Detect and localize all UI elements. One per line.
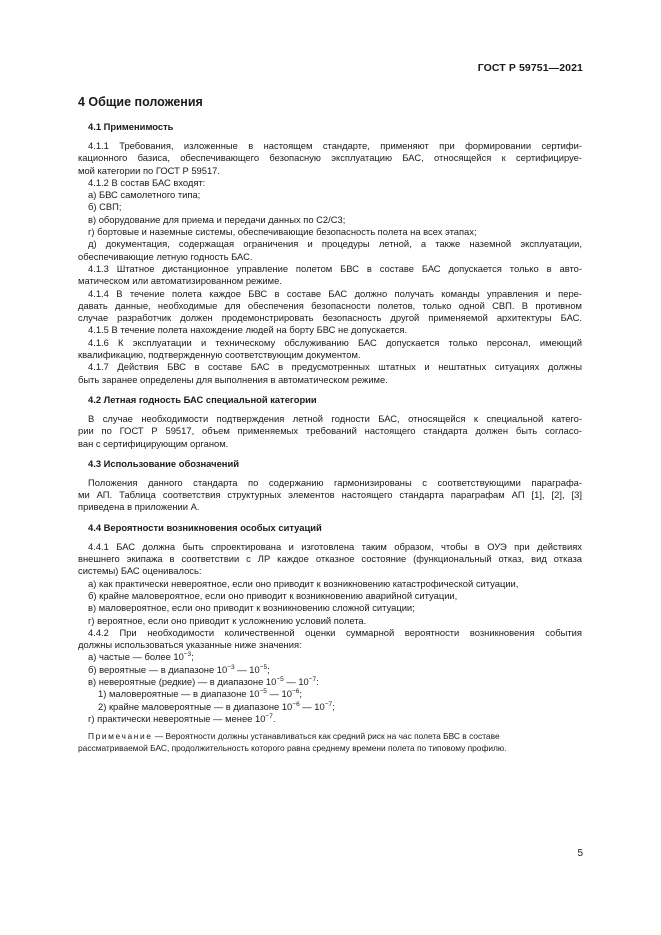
section-4-2: [78, 394, 582, 450]
exponent: −5: [276, 675, 284, 683]
paragraph-line: В случае необходимости подтверждения летной годности БАС, относящейся к специальной катего-: [88, 412, 582, 424]
paragraph-line: ми АП. Таблица соответствия структурных элементов настоящего стандарта параграфам АП [1], [2], [3]: [78, 489, 582, 501]
list-item: а) БВС самолетного типа;: [88, 189, 201, 201]
list-item: в) оборудование для приема и передачи данных по С2/С3;: [88, 213, 346, 225]
probability-item-g: [78, 713, 582, 725]
subsection-title-4-3: 4.3 Использование обозначений: [88, 457, 239, 469]
paragraph-line: 4.1.2 В состав БАС входят:: [88, 176, 206, 188]
paragraph-line: внешнего экипажа в соответствии с ЛР каждое отказное состояние (функциональный отказ, вид отказа: [78, 553, 582, 565]
note: [78, 731, 582, 743]
value-text: а) частые — более 10: [88, 651, 184, 663]
value-text: .: [272, 712, 276, 724]
probability-item-v: [78, 676, 582, 688]
value-text: ;: [191, 651, 194, 663]
list-item: б) СВП;: [88, 201, 122, 213]
value-text: ;: [267, 663, 270, 675]
list-item: б) крайне маловероятное, если оно приводит к возникновению аварийной ситуации,: [88, 589, 458, 601]
value-text: б) вероятные — в диапазоне 10: [88, 663, 228, 675]
paragraph-line: матическом или автоматизированном режиме.: [78, 275, 282, 287]
note-text: — Вероятности должны устанавливаться как средний риск на час полета БВС в составе: [152, 731, 500, 742]
paragraph-line: 4.1.1 Требования, изложенные в настоящем стандарте, применяют при формировании сертифи-: [88, 140, 582, 151]
list-item: в) маловероятное, если оно приводит к возникновению сложной ситуации;: [88, 602, 415, 614]
value-text: 2) крайне маловероятные — в диапазоне 10: [98, 700, 293, 712]
list-item: а) как практически невероятное, если оно приводит к возникновению катастрофической ситуации,: [88, 577, 519, 589]
paragraph-line: 4.1.3 Штатное дистанционное управление полетом БВС в составе БАС допускается только в авто-: [88, 262, 582, 274]
section-title: 4 Общие положения: [78, 95, 203, 109]
exponent: −3: [227, 663, 235, 671]
paragraph-line: случае разработчик должен продемонстрировать безопасность другой применяемой архитектуры БАС.: [78, 312, 582, 324]
note-label: Примечание: [88, 731, 153, 742]
paragraph-line: 4.4.2 При необходимости количественной оценки суммарной вероятности возникновения события: [88, 626, 582, 638]
probability-item-a: [78, 651, 582, 663]
probability-item-v1: [78, 688, 582, 700]
value-text: г) практически невероятные — менее 10: [88, 712, 266, 724]
value-text: в) невероятные (редкие) — в диапазоне 10: [88, 675, 277, 687]
page-content: [78, 95, 582, 762]
probability-item-b: [78, 664, 582, 676]
note-continuation: рассматриваемой БАС, продолжительность которого равна среднему времени полета по типовому профилю.: [78, 742, 507, 753]
value-text: — 10: [234, 663, 260, 675]
exponent: −3: [183, 651, 192, 659]
value-text: ;: [299, 688, 302, 700]
exponent: −6: [292, 700, 300, 708]
probability-item-v2: [78, 701, 582, 713]
paragraph-line: быть заранее определены для выполнения в автоматическом режиме.: [78, 373, 388, 385]
section-4-1: [78, 121, 582, 386]
list-item: д) документация, содержащая ограничения и процедуры летной, а также наземной эксплуатации,: [88, 238, 582, 250]
paragraph-line: 4.1.4 В течение полета каждое БВС в составе БАС должно получать команды управления и пере-: [88, 287, 582, 299]
subsection-title-4-4: 4.4 Вероятности возникновения особых ситуаций: [88, 521, 322, 533]
value-text: — 10: [266, 688, 292, 700]
paragraph-line: должны использоваться указанные ниже значения:: [78, 639, 302, 651]
exponent: −5: [259, 688, 267, 696]
exponent: −5: [259, 663, 268, 671]
list-item: обеспечивающие летную годность БАС.: [78, 250, 253, 262]
paragraph-line: 4.4.1 БАС должна быть спроектирована и изготовлена таким образом, чтобы в ОУЭ при действиях: [88, 540, 582, 552]
exponent: −7: [308, 675, 317, 683]
paragraph-line: 4.1.7 Действия БВС в составе БАС в предусмотренных штатных и нештатных ситуациях должны: [88, 361, 582, 373]
paragraph-line: 4.1.5 В течение полета нахождение людей на борту БВС не допускается.: [88, 324, 408, 336]
page-number: 5: [577, 848, 583, 859]
subsection-title-4-1: 4.1 Применимость: [88, 121, 174, 132]
value-text: ;: [332, 700, 335, 712]
paragraph-line: квалификацию, подтвержденную соответствующим документом.: [78, 349, 361, 361]
exponent: −7: [324, 700, 333, 708]
list-item: г) вероятное, если оно приводит к усложнению условий полета.: [88, 614, 367, 626]
paragraph-line: приведена в приложении А.: [78, 501, 200, 513]
paragraph-line: мой категории по ГОСТ Р 59517.: [78, 164, 220, 176]
exponent: −6: [291, 688, 300, 696]
value-text: 1) маловероятные — в диапазоне 10: [98, 688, 260, 700]
paragraph-line: Положения данного стандарта по содержанию гармонизированы с соответствующими параграфа-: [88, 476, 582, 488]
section-4-3: [78, 458, 582, 514]
paragraph-line: 4.1.6 К эксплуатации и техническому обслуживанию БАС допускается только персонал, имеющий: [88, 336, 582, 348]
list-item: г) бортовые и наземные системы, обеспечивающие безопасность полета на всех этапах;: [88, 226, 477, 238]
paragraph-line: кационного базиса, обеспечивающего безопасную эксплуатацию БАС, относящейся к сертифицируе-: [78, 152, 582, 164]
value-text: — 10: [299, 700, 325, 712]
exponent: −7: [265, 712, 273, 720]
standard-code: ГОСТ Р 59751—2021: [477, 62, 583, 74]
section-4-4: [78, 522, 582, 754]
paragraph-line: давать данные, необходимые для обеспечения безопасности полетов, только одной СВП. В противном: [78, 299, 582, 311]
paragraph-line: рии по ГОСТ Р 59517, объем применяемых требований настоящего стандарта должен быть согласо-: [78, 425, 582, 437]
paragraph-line: системы) БАС оценивалось:: [78, 565, 202, 577]
paragraph-line: ван с сертифицирующим органом.: [78, 437, 229, 449]
value-text: — 10: [283, 675, 309, 687]
value-text: :: [316, 675, 319, 687]
subsection-title-4-2: 4.2 Летная годность БАС специальной категории: [88, 393, 317, 405]
